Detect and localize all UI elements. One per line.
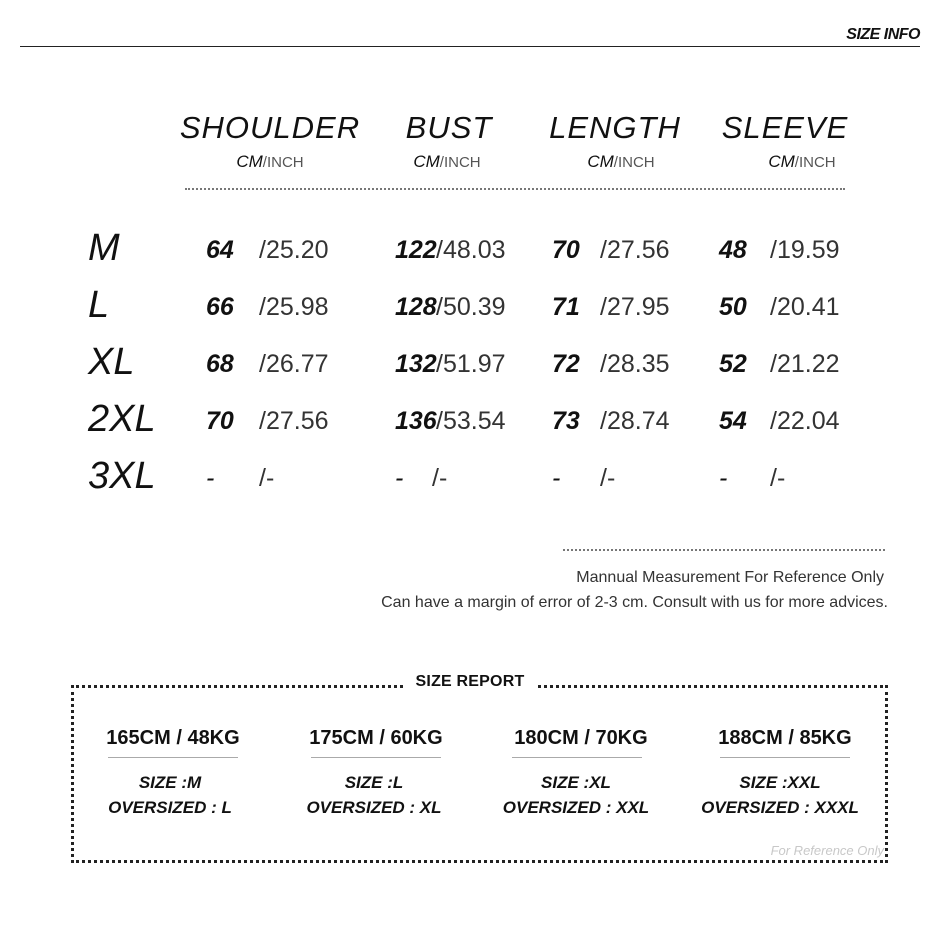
header-divider — [20, 46, 920, 47]
value-inch: /48.03 — [436, 236, 506, 264]
report-oversized: OVERSIZED : XXXL — [701, 798, 859, 817]
unit-cm: CM — [413, 152, 440, 171]
unit-separator: / — [262, 154, 267, 171]
unit-cm: CM — [236, 152, 263, 171]
value-inch: /28.74 — [600, 407, 670, 435]
header-dotted-divider — [185, 188, 845, 190]
value-inch: /28.35 — [600, 350, 670, 378]
unit-inch: INCH — [617, 154, 655, 171]
unit-cm: CM — [587, 152, 614, 171]
value-cm: - — [206, 464, 215, 492]
value-cm: 132 — [395, 350, 437, 378]
column-unit-length — [541, 152, 701, 172]
value-inch: /25.20 — [259, 236, 329, 264]
report-size: SIZE :M — [138, 773, 202, 792]
value-inch: /19.59 — [770, 236, 840, 264]
value-cm: 66 — [206, 293, 234, 321]
error-margin-note: Can have a margin of error of 2-3 cm. Consult with us for more advices. — [381, 594, 888, 611]
value-cm: 71 — [552, 293, 580, 321]
report-size: SIZE :XXL — [739, 773, 821, 792]
unit-separator: / — [794, 154, 799, 171]
value-inch: /21.22 — [770, 350, 840, 378]
value-inch: /50.39 — [436, 293, 506, 321]
value-cm: 48 — [719, 236, 747, 264]
value-cm: 68 — [206, 350, 234, 378]
value-cm: 72 — [552, 350, 580, 378]
value-cm: - — [552, 464, 561, 492]
value-cm: 128 — [395, 293, 437, 321]
value-inch: /51.97 — [436, 350, 506, 378]
notes-dotted-divider — [563, 549, 885, 551]
report-oversized: OVERSIZED : XL — [306, 798, 442, 817]
value-cm: 70 — [552, 236, 580, 264]
value-inch: /- — [432, 464, 448, 492]
value-cm: - — [719, 464, 728, 492]
report-size: SIZE :XL — [541, 773, 611, 792]
column-title-shoulder: SHOULDER — [179, 110, 361, 145]
column-unit-shoulder — [190, 152, 350, 172]
value-inch: /26.77 — [259, 350, 329, 378]
report-size: SIZE :L — [344, 773, 404, 792]
size-label-2xl: 2XL — [88, 398, 156, 440]
unit-separator: / — [439, 154, 444, 171]
value-inch: /- — [600, 464, 616, 492]
value-cm: 50 — [719, 293, 747, 321]
size-label-xl: XL — [88, 341, 135, 383]
column-title-bust: BUST — [405, 110, 493, 145]
value-cm: 122 — [395, 236, 437, 264]
value-cm: 73 — [552, 407, 580, 435]
column-unit-sleeve — [722, 152, 882, 172]
value-cm: 64 — [206, 236, 234, 264]
value-cm: 136 — [395, 407, 437, 435]
value-cm: - — [395, 464, 404, 492]
value-inch: /- — [770, 464, 786, 492]
size-label-3xl: 3XL — [88, 455, 156, 497]
report-oversized: OVERSIZED : XXL — [502, 798, 650, 817]
report-height-weight: 165CM / 48KG — [106, 727, 240, 749]
value-inch: /- — [259, 464, 275, 492]
size-report-title-wrap — [405, 673, 535, 691]
report-underline — [512, 757, 642, 758]
unit-separator: / — [613, 154, 618, 171]
size-info-header: SIZE INFO — [846, 26, 920, 43]
size-label-m: M — [88, 227, 120, 269]
report-underline — [108, 757, 238, 758]
column-unit-bust — [367, 152, 527, 172]
reference-only-note: For Reference Only — [770, 843, 884, 858]
value-inch: /22.04 — [770, 407, 840, 435]
unit-inch: INCH — [266, 154, 304, 171]
report-height-weight: 188CM / 85KG — [718, 727, 852, 749]
value-inch: /27.95 — [600, 293, 670, 321]
value-cm: 54 — [719, 407, 747, 435]
value-inch: /25.98 — [259, 293, 329, 321]
size-report-title: SIZE REPORT — [415, 673, 525, 690]
value-cm: 52 — [719, 350, 747, 378]
value-inch: /27.56 — [600, 236, 670, 264]
unit-cm: CM — [768, 152, 795, 171]
measurement-note: Mannual Measurement For Reference Only — [576, 569, 884, 586]
value-cm: 70 — [206, 407, 234, 435]
value-inch: /20.41 — [770, 293, 840, 321]
report-underline — [311, 757, 441, 758]
report-height-weight: 175CM / 60KG — [309, 727, 443, 749]
report-height-weight: 180CM / 70KG — [514, 727, 648, 749]
unit-inch: INCH — [798, 154, 836, 171]
value-inch: /53.54 — [436, 407, 506, 435]
column-title-sleeve: SLEEVE — [721, 110, 849, 145]
report-underline — [720, 757, 850, 758]
size-label-l: L — [88, 284, 110, 326]
unit-inch: INCH — [443, 154, 481, 171]
value-inch: /27.56 — [259, 407, 329, 435]
report-oversized: OVERSIZED : L — [108, 798, 232, 817]
column-title-length: LENGTH — [549, 110, 681, 145]
